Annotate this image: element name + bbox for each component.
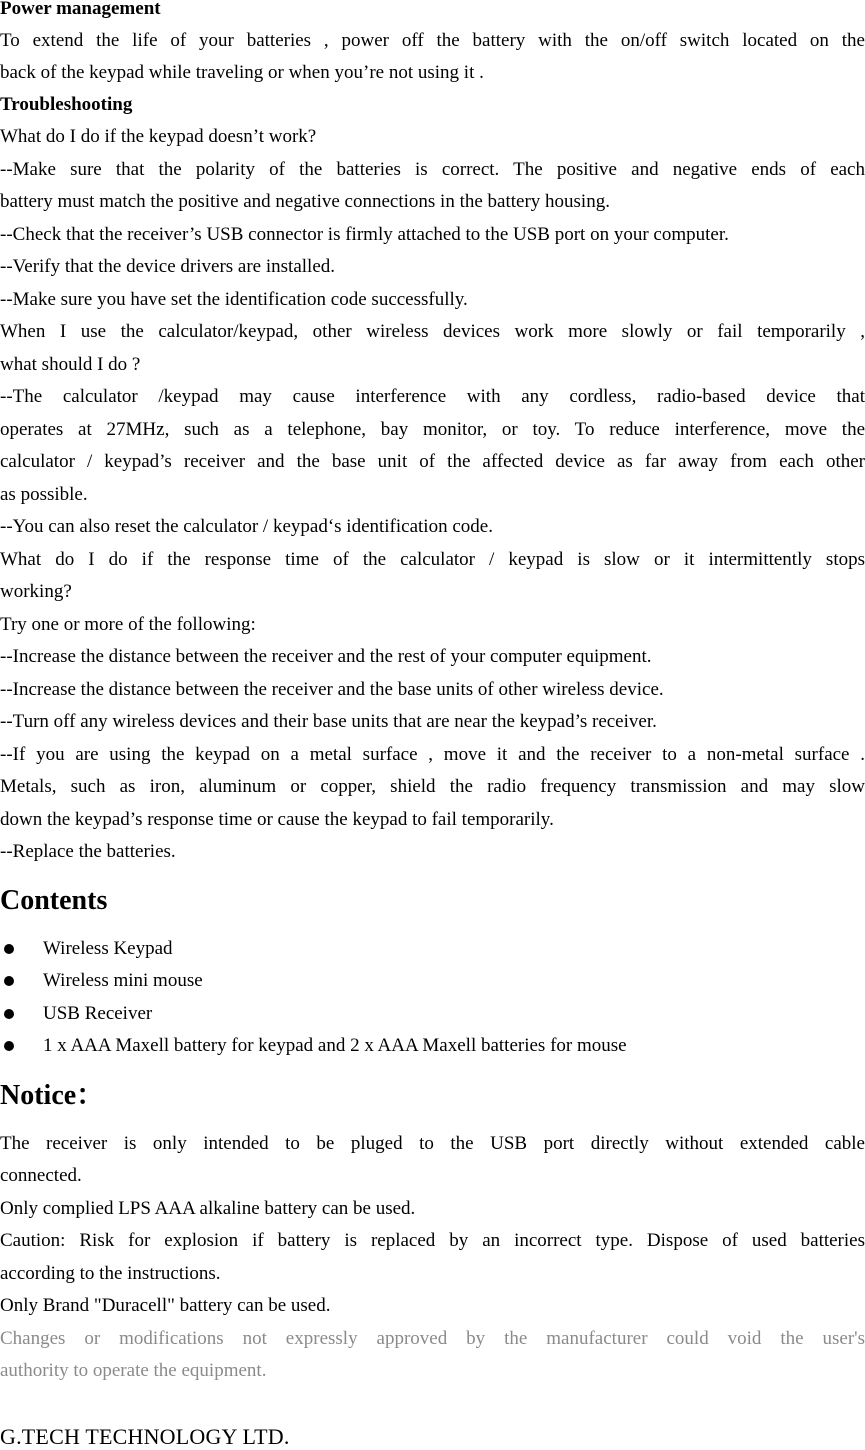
paragraph-line: Try one or more of the following: [0, 614, 256, 635]
paragraph-line: The receiver is only intended to be pluged to the USB port directly without extended cable [0, 1133, 865, 1154]
list-item-label: 1 x AAA Maxell battery for keypad and 2 x AAA Maxell batteries for mouse [43, 1035, 627, 1056]
paragraph-line: Caution: Risk for explosion if battery is replaced by an incorrect type. Dispose of used batteries [0, 1230, 865, 1251]
paragraph-line: back of the keypad while traveling or when you’re not using it . [0, 62, 484, 83]
bullet-icon [4, 1041, 14, 1051]
bullet-icon [4, 1009, 14, 1019]
paragraph-line: --The calculator /keypad may cause interference with any cordless, radio-based device that [0, 386, 865, 407]
paragraph-line: operates at 27MHz, such as a telephone, bay monitor, or toy. To reduce interference, move the [0, 419, 865, 440]
paragraph-line: calculator / keypad’s receiver and the base unit of the affected device as far away from each other [0, 451, 865, 472]
list-item-label: USB Receiver [43, 1003, 153, 1024]
paragraph-line: --Replace the batteries. [0, 841, 176, 862]
paragraph-line: Only complied LPS AAA alkaline battery can be used. [0, 1198, 416, 1219]
list-item-label: Wireless Keypad [43, 938, 173, 959]
paragraph-line: --If you are using the keypad on a metal surface , move it and the receiver to a non-metal surface . [0, 744, 865, 765]
paragraph-line: What do I do if the keypad doesn’t work? [0, 126, 317, 147]
paragraph-line: what should I do ? [0, 354, 141, 375]
fcc-notice-line: authority to operate the equipment. [0, 1360, 267, 1381]
section-heading-troubleshooting: Troubleshooting [0, 94, 133, 115]
paragraph-line: --Turn off any wireless devices and their base units that are near the keypad’s receiver. [0, 711, 657, 732]
paragraph-line: --Verify that the device drivers are installed. [0, 256, 335, 277]
paragraph-line: working? [0, 581, 72, 602]
paragraph-line: --Increase the distance between the receiver and the base units of other wireless device. [0, 679, 664, 700]
paragraph-line: Only Brand "Duracell" battery can be used. [0, 1295, 331, 1316]
company-name: G.TECH TECHNOLOGY LTD. [0, 1424, 290, 1449]
bullet-icon [4, 944, 14, 954]
paragraph-line: --Make sure you have set the identification code successfully. [0, 289, 468, 310]
paragraph-line: connected. [0, 1165, 82, 1186]
section-heading-contents: Contents [0, 885, 108, 916]
section-heading-power: Power management [0, 0, 161, 19]
paragraph-line: Metals, such as iron, aluminum or copper, shield the radio frequency transmission and may slow [0, 776, 865, 797]
fcc-notice-line: Changes or modifications not expressly approved by the manufacturer could void the user's [0, 1328, 865, 1349]
section-heading-notice: Notice： [0, 1080, 105, 1111]
paragraph-line: --Check that the receiver’s USB connector is firmly attached to the USB port on your computer. [0, 224, 729, 245]
paragraph-line: To extend the life of your batteries , power off the battery with the on/off switch located on the [0, 30, 865, 51]
paragraph-line: When I use the calculator/keypad, other wireless devices work more slowly or fail temporarily , [0, 321, 865, 342]
paragraph-line: battery must match the positive and negative connections in the battery housing. [0, 191, 610, 212]
paragraph-line: --Increase the distance between the receiver and the rest of your computer equipment. [0, 646, 652, 667]
paragraph-line: What do I do if the response time of the calculator / keypad is slow or it intermittently stops [0, 549, 865, 570]
paragraph-line: down the keypad’s response time or cause the keypad to fail temporarily. [0, 809, 554, 830]
paragraph-line: as possible. [0, 484, 88, 505]
paragraph-line: --You can also reset the calculator / keypad‘s identification code. [0, 516, 493, 537]
paragraph-line: according to the instructions. [0, 1263, 221, 1284]
paragraph-line: --Make sure that the polarity of the batteries is correct. The positive and negative ends of each [0, 159, 865, 180]
bullet-icon [4, 976, 14, 986]
list-item-label: Wireless mini mouse [43, 970, 203, 991]
